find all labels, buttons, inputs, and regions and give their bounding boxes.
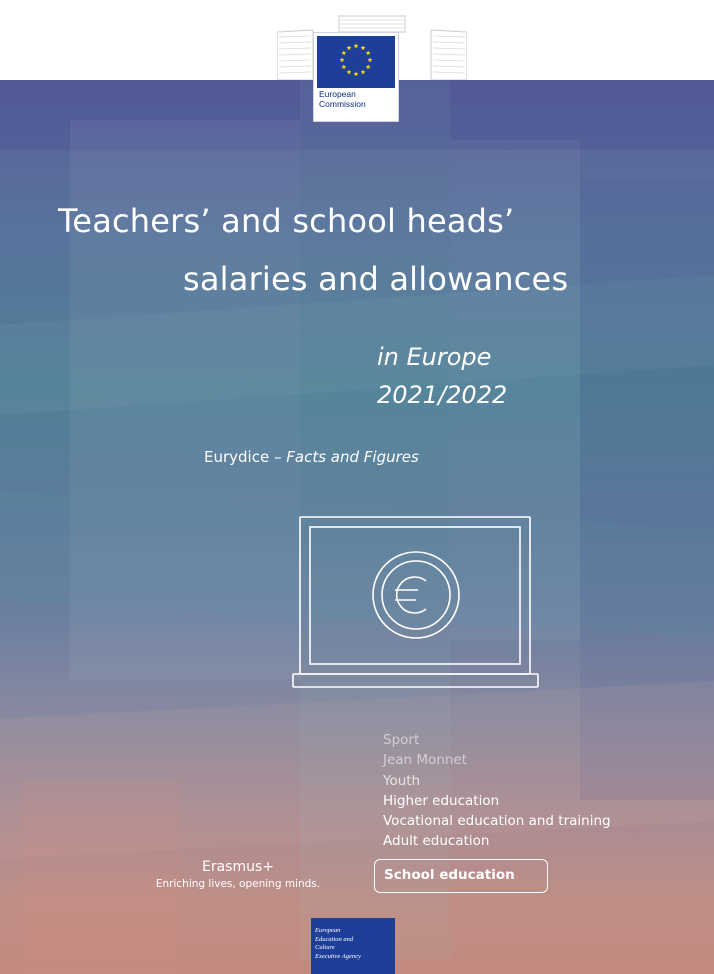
series-separator: – xyxy=(269,448,287,466)
programme-item: Vocational education and training xyxy=(383,813,611,830)
erasmus-logo xyxy=(133,858,343,892)
series-name: Eurydice xyxy=(204,448,270,466)
eu-star-icon xyxy=(341,64,346,69)
programme-item: Higher education xyxy=(383,792,500,809)
european-commission-logo xyxy=(313,32,399,122)
programme-item: Adult education xyxy=(383,833,490,850)
eu-star-icon xyxy=(361,70,366,75)
eu-star-icon xyxy=(354,43,359,48)
programme-item: Sport xyxy=(383,732,420,748)
programme-item: Jean Monnet xyxy=(383,752,468,769)
eacea-line-2: Education and xyxy=(315,935,354,943)
programme-list xyxy=(383,730,611,852)
eacea-line-4: Executive Agency xyxy=(315,952,361,960)
eu-star-icon xyxy=(347,45,352,50)
series-label xyxy=(204,446,419,468)
eacea-wordmark xyxy=(315,927,361,961)
subtitle xyxy=(377,338,507,414)
logo-line-2: Commission xyxy=(319,99,366,109)
eacea-line-1: European xyxy=(315,927,341,934)
title-line-1: Teachers’ and school heads’ xyxy=(58,202,515,240)
programme-item: Youth xyxy=(383,772,421,789)
european-commission-wordmark xyxy=(319,89,366,109)
subtitle-line-2: 2021/2022 xyxy=(377,381,508,409)
eu-star-icon xyxy=(366,64,371,69)
eu-star-icon xyxy=(354,71,359,76)
erasmus-tagline: Enriching lives, opening minds. xyxy=(155,878,321,890)
eacea-logo xyxy=(311,918,395,974)
laptop-euro-icon xyxy=(292,515,542,693)
eacea-line-3: Culture xyxy=(315,944,335,951)
subtitle-line-1: in Europe xyxy=(377,343,492,371)
eu-star-icon xyxy=(368,57,373,62)
series-type: Facts and Figures xyxy=(286,448,419,466)
logo-line-1: European xyxy=(319,89,356,99)
eu-star-icon xyxy=(340,57,345,62)
erasmus-brand: Erasmus+ xyxy=(201,859,274,875)
eu-star-icon xyxy=(366,50,371,55)
eu-star-icon xyxy=(341,50,346,55)
school-education-badge: School education xyxy=(374,859,548,893)
eu-star-icon xyxy=(361,45,366,50)
eu-flag-icon xyxy=(317,36,395,88)
eu-star-icon xyxy=(347,70,352,75)
title-line-2: salaries and allowances xyxy=(183,260,569,298)
